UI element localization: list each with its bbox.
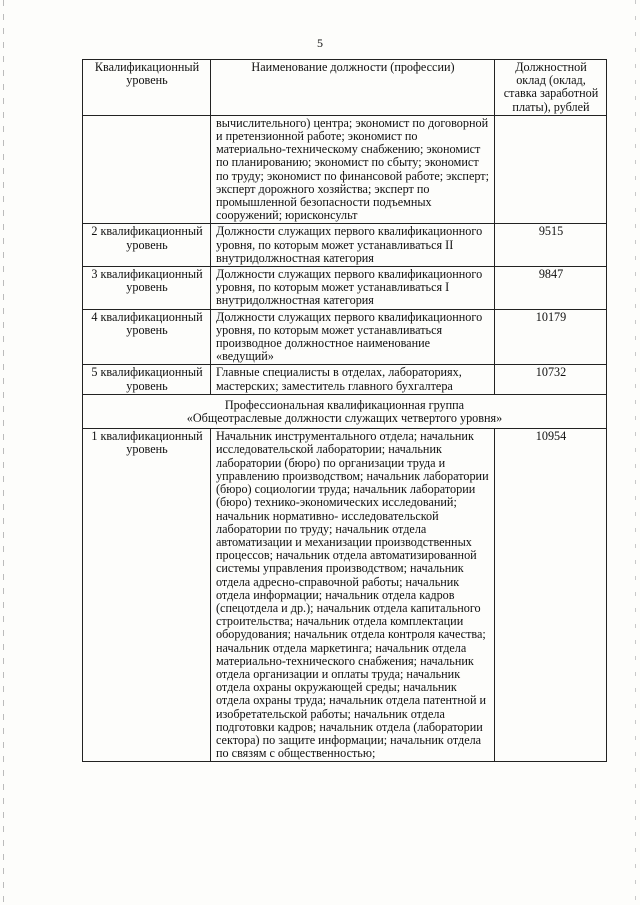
level-cell: 1 квалификационный уровень	[83, 429, 211, 762]
header-level: Квалификационный уровень	[83, 60, 211, 116]
table-row	[83, 224, 607, 267]
position-cell: Главные специалисты в отделах, лабораториях, мастерских; заместитель главного бухгалтера	[211, 365, 495, 394]
position-cell: Должности служащих первого квалификационного уровня, по которым может устанавливаться II внутридолжностная категория	[211, 224, 495, 267]
table-row	[83, 115, 607, 224]
salary-cell: 9515	[495, 224, 607, 267]
table-row	[83, 309, 607, 365]
table-row	[83, 365, 607, 394]
salary-cell: 9847	[495, 267, 607, 310]
table-row	[83, 267, 607, 310]
level-cell: 3 квалификационный уровень	[83, 267, 211, 310]
group-heading-line1: Профессиональная квалификационная группа	[224, 397, 465, 412]
group-heading-line2: «Общеотраслевые должности служащих четвертого уровня»	[186, 411, 503, 426]
position-cell: Начальник инструментального отдела; начальник исследовательской лаборатории; начальник лаборатории (бюро) по организации труда и управлению производством; начальник лаборатории (бюро) социологии труда; начальник лаборатории (бюро) технико-экономических исследований; начальник нормативно- исследовательской лаборатории по труду; начальник отдела автоматизации и механизации производственных процессов; начальник отдела автоматизированной системы управления производством; начальник отдела адресно-справочной работы; начальник отдела информации; начальник отдела кадров (спецотдела и др.); начальник отдела капитального строительства; начальник отдела комплектации оборудования; начальник отдела контроля качества; начальник отдела маркетинга; начальник отдела материально-технического снабжения; начальник отдела организации и оплаты труда; начальник отдела охраны окружающей среды; начальник отдела охраны труда; начальник отдела патентной и изобретательской работы; начальник отдела подготовки кадров; начальник отдела (лаборатории сектора) по защите информации; начальник отдела по связям с общественностью;	[211, 429, 495, 762]
table-header-row	[83, 60, 607, 116]
level-cell	[83, 115, 211, 224]
header-position: Наименование должности (профессии)	[211, 60, 495, 116]
salary-cell: 10732	[495, 365, 607, 394]
group-heading-row	[83, 394, 607, 428]
scan-edge-left	[3, 0, 4, 905]
level-cell: 4 квалификационный уровень	[83, 309, 211, 365]
salary-cell: 10179	[495, 309, 607, 365]
table-row	[83, 429, 607, 762]
header-salary: Должностной оклад (оклад, ставка заработной платы), рублей	[495, 60, 607, 116]
position-cell: вычислительного) центра; экономист по договорной и претензионной работе; экономист по материально-техническому снабжению; экономист по планированию; экономист по сбыту; экономист по труду; экономист по финансовой работе; эксперт; эксперт дорожного хозяйства; эксперт по промышленной безопасности подъемных сооружений; юрисконсульт	[211, 115, 495, 224]
salary-table	[82, 59, 607, 762]
scan-edge-right	[635, 0, 636, 905]
page-number: 5	[317, 36, 323, 50]
level-cell: 2 квалификационный уровень	[83, 224, 211, 267]
position-cell: Должности служащих первого квалификационного уровня, по которым может устанавливаться I внутридолжностная категория	[211, 267, 495, 310]
group-heading	[83, 394, 607, 428]
position-cell: Должности служащих первого квалификационного уровня, по которым может устанавливаться производное должностное наименование «ведущий»	[211, 309, 495, 365]
salary-cell	[495, 115, 607, 224]
level-cell: 5 квалификационный уровень	[83, 365, 211, 394]
salary-cell: 10954	[495, 429, 607, 762]
